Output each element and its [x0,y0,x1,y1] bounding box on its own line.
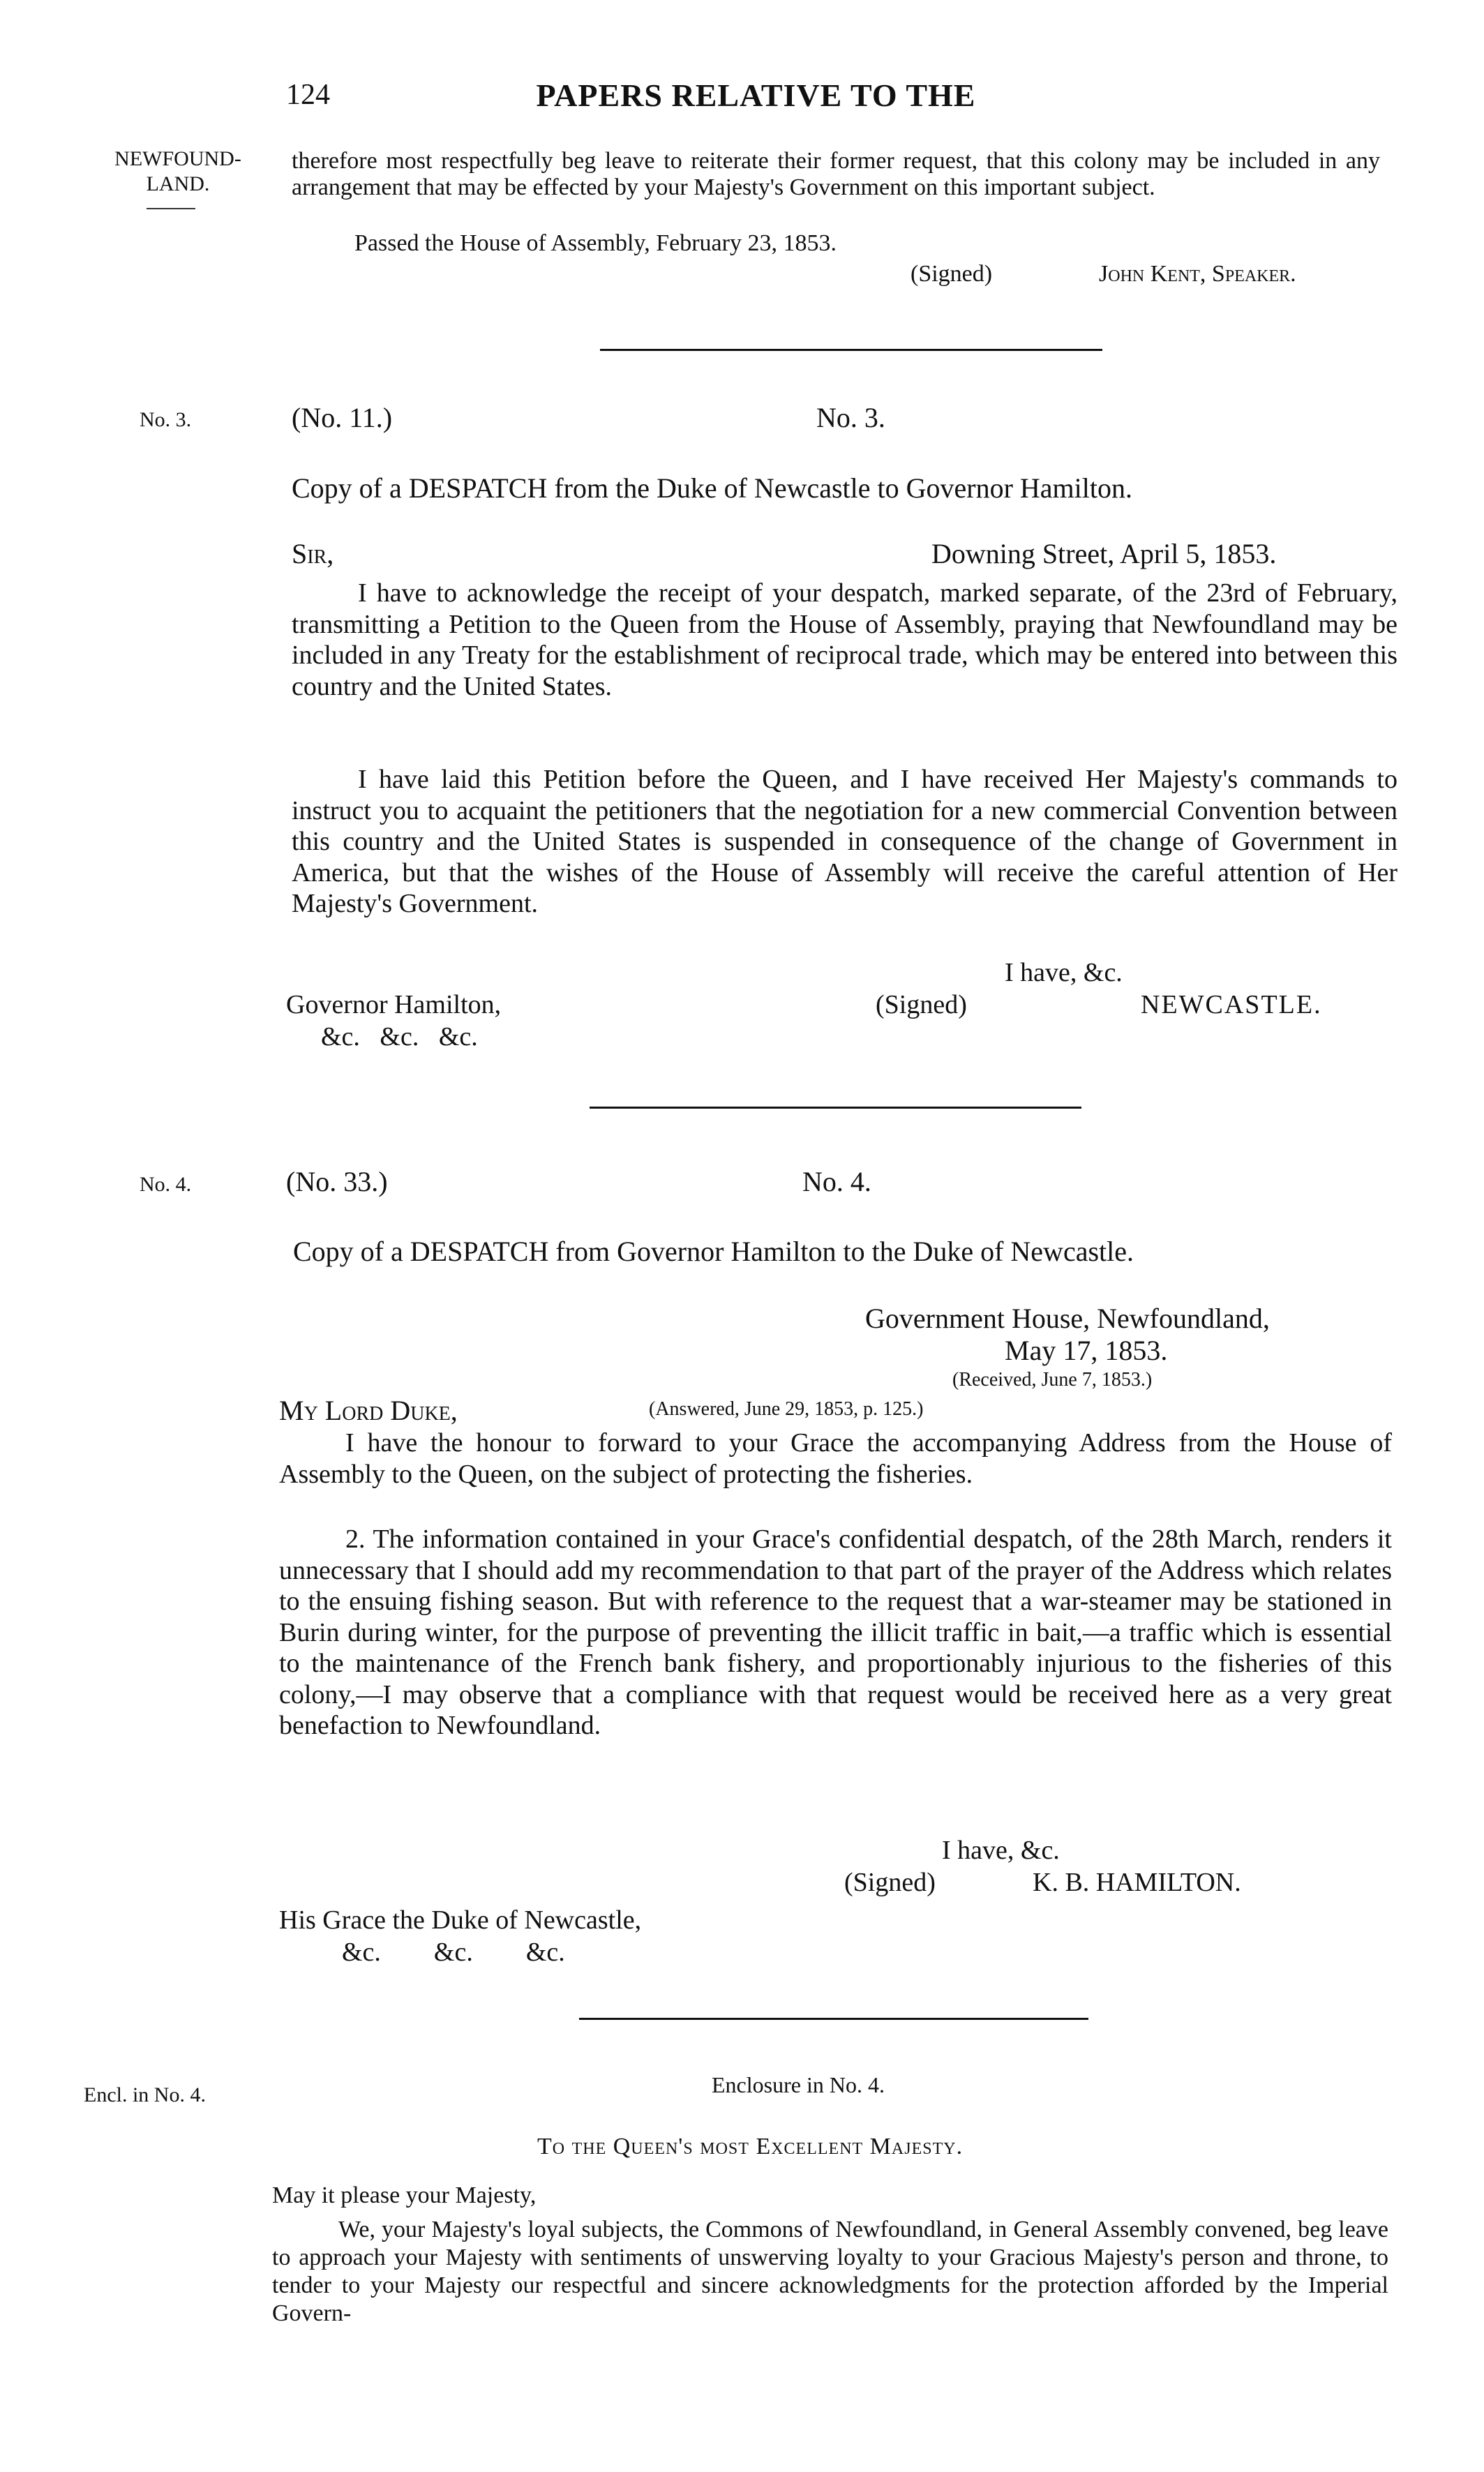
margin-note-no4: No. 4. [140,1173,192,1196]
margin-note-colony: NEWFOUND- LAND. [114,147,241,195]
margin-note-encl: Encl. in No. 4. [84,2083,206,2106]
despatch4-closing: I have, &c. [942,1836,1060,1865]
heading-text: Copy of a DESPATCH from the Duke of Newcastle to Governor Hamilton. [292,472,1132,504]
despatch3-number: No. 3. [816,402,885,433]
despatch4-received: (Received, June 7, 1853.) [952,1369,1153,1391]
petition-tail-text: therefore most respectfully beg leave to reiterate their former request, that this colony may be included in any arrangement that may be effected by your Majesty's Government on this important subject. [292,148,1380,200]
despatch3-addressee: Governor Hamilton, [286,990,502,1019]
despatch4-para2: 2. The information contained in your Grace's confidential despatch, of the 28th March, renders it unnecessary that I should add my recommendation to that part of the prayer of the Address which relates to the ensuing fishing season. But with reference to the request that a war-steamer may be stationed in Burin during winter, for the purpose of preventing the illicit traffic in bait,—a traffic which is essential to the maintenance of the French bank fishery, and proportionably injurious to the fisheries of this colony,—I may observe that a compliance with that request would be received here as a very great benefaction to Newfoundland. [279,1525,1392,1740]
despatch4-addressee: His Grace the Duke of Newcastle, [279,1905,642,1935]
section-divider [600,349,1102,351]
running-title: PAPERS RELATIVE TO THE [536,77,976,113]
heading-text: Copy of a DESPATCH from Governor Hamilton to the Duke of Newcastle. [293,1236,1134,1267]
petition-signer: John Kent, Speaker. [1099,261,1296,287]
page-number: 124 [286,79,330,111]
enclosure-text: We, your Majesty's loyal subjects, the Commons of Newfoundland, in General Assembly convened, beg leave to approach your Majesty with sentiments of unswerving loyalty to your Gracious Majesty's person and throne, to tender to your Majesty our respectful and sincere acknowledgments for the protection afforded by the Imperial Govern- [272,2217,1388,2326]
petition-signed-label: (Signed) [910,261,993,287]
despatch4-answered: (Answered, June 29, 1853, p. 125.) [649,1398,924,1420]
margin-note-no3: No. 3. [140,408,192,431]
enclosure-address-to: To the Queen's most Excellent Majesty. [537,2134,964,2159]
despatch4-date: May 17, 1853. [1005,1335,1168,1366]
despatch3-salutation: Sir, [292,538,334,569]
despatch3-signer: NEWCASTLE. [1141,990,1322,1019]
enclosure-opening: May it please your Majesty, [272,2182,537,2208]
despatch3-para2: I have laid this Petition before the Queen, and I have received Her Majesty's commands to instruct you to acquaint the petitioners that the negotiation for a new commercial Convention between this country and the United States is suspended in consequence of the change of Government in America, but that the wishes of the House of Assembly will receive the careful attention of Her Majesty's Government. [292,765,1397,918]
despatch4-place: Government House, Newfoundland, [865,1303,1270,1334]
despatch4-heading [293,1235,1134,1268]
enclosure-title: Enclosure in No. 4. [712,2072,885,2097]
section-divider [579,2018,1088,2020]
despatch3-closing: I have, &c. [1005,958,1123,987]
despatch4-addressee-etc: &c. &c. &c. [342,1938,565,1967]
despatch3-place-date: Downing Street, April 5, 1853. [931,538,1277,569]
section-divider [590,1107,1081,1109]
despatch4-ref: (No. 33.) [286,1166,388,1197]
despatch3-ref: (No. 11.) [292,402,393,433]
despatch3-para1: I have to acknowledge the receipt of your despatch, marked separate, of the 23rd of February, transmitting a Petition to the Queen from the House of Assembly, praying that Newfoundland may be included in any Treaty for the establishment of reciprocal trade, which may be entered into between this country and the United States. [292,578,1397,701]
despatch4-number: No. 4. [802,1166,871,1197]
despatch3-heading [292,472,1132,504]
margin-rule [147,208,195,209]
despatch3-addressee-etc: &c. &c. &c. [321,1022,478,1051]
petition-passed-line: Passed the House of Assembly, February 23, 1853. [354,230,837,256]
despatch4-para1: I have the honour to forward to your Grace the accompanying Address from the House of Assembly to the Queen, on the subject of protecting the fisheries. [279,1428,1392,1489]
despatch3-signed-label: (Signed) [876,990,967,1019]
despatch4-signer: K. B. HAMILTON. [1033,1868,1241,1897]
despatch4-salutation: My Lord Duke, [279,1395,458,1426]
despatch4-signed-label: (Signed) [844,1868,936,1897]
